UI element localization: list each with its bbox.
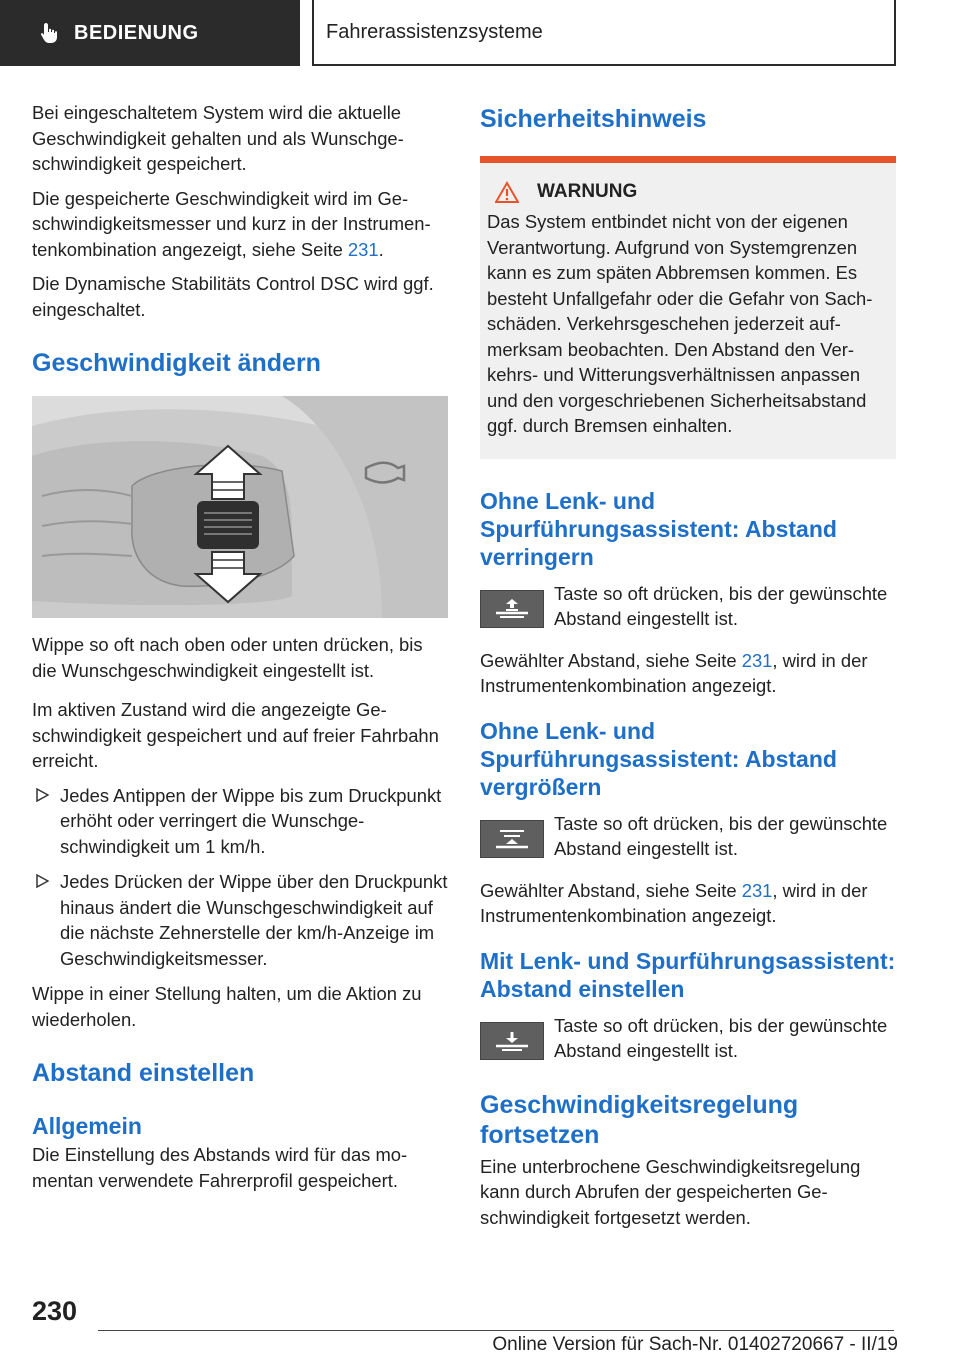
section-heading: Abstand einstellen [32,1059,255,1087]
page-link[interactable]: 231 [347,238,379,260]
section-heading: Sicherheitshinweis [480,105,707,133]
distance-increase-button-icon [480,820,544,858]
distance-decrease-button-icon [480,590,544,628]
instruction-text: Taste so oft drücken, bis der gewünschte Abstand eingestellt ist. [554,1014,888,1061]
instruction-text: Taste so oft drücken, bis der gewünschte Abstand eingestellt ist. [554,582,888,629]
distance-set-button-icon [480,1022,544,1060]
list-item: Jedes Antippen der Wippe bis zum Druckpunkt erhöht oder verringert die Wunschgeschwindigkeit um 1 km/h. [32,783,448,860]
paragraph: Wippe in einer Stellung halten, um die Aktion zu wiederholen. [32,983,422,1030]
page-number: 230 [32,1296,78,1326]
subsection-heading: Ohne Lenk- und Spurführungsassistent: Abstand verringern [480,487,837,570]
left-column [32,100,448,1202]
paragraph-with-link: Die gespeicherte Geschwindigkeit wird im Geschwindigkeitsmesser und kurz in der Instrumentenkombination angezeigt, siehe Seite 231. [32,187,431,260]
hand-pointer-icon [38,21,62,45]
subsection-heading: Ohne Lenk- und Spurführungsassistent: Abstand vergrößern [480,717,837,800]
paragraph: Eine unterbrochene Geschwindigkeitsregelung kann durch Abrufen der gespeicherten Geschwindigkeit fortgesetzt werden. [480,1155,861,1228]
triangle-bullet-icon [36,874,49,888]
paragraph: Im aktiven Zustand wird die angezeigte Geschwindigkeit gespeichert und auf freier Fahrbahn erreicht. [32,699,439,771]
warning-box [480,156,896,459]
page-header [0,0,960,66]
button-instruction [480,811,896,862]
triangle-bullet-icon [36,788,49,802]
chapter-title: Fahrerassistenzsysteme [312,0,896,66]
footer-divider [98,1330,894,1331]
button-instruction [480,1013,896,1064]
paragraph: Bei eingeschaltetem System wird die aktuelle Geschwindigkeit gehalten und als Wunschgeschwindigkeit gespeichert. [32,102,404,174]
page-link[interactable]: 231 [741,879,773,901]
button-instruction [480,581,896,632]
section-tab-label: BEDIENUNG [74,21,199,44]
steering-wheel-rocker-switch-illustration [32,396,448,618]
right-column [480,100,896,1239]
paragraph-with-link: Gewählter Abstand, siehe Seite 231, wird in der Instrumentenkombination angezeigt. [480,649,868,696]
paragraph: Die Einstellung des Abstands wird für das momentan verwendete Fahrerprofil gespeichert. [32,1144,408,1191]
section-heading: Geschwindigkeitsregelung fortsetzen [480,1090,799,1149]
paragraph: Die Dynamische Stabilitäts Control DSC wird ggf. eingeschaltet. [32,273,434,320]
bullet-list [32,783,448,972]
paragraph-with-link: Gewählter Abstand, siehe Seite 231, wird in der Instrumentenkombination angezeigt. [480,879,868,926]
warning-heading: WARNUNG [495,181,888,203]
section-tab [0,0,300,66]
page-link[interactable]: 231 [741,649,773,671]
footer-version: Online Version für Sach-Nr. 01402720667 - II/19 [492,1334,898,1355]
instruction-text: Taste so oft drücken, bis der gewünschte Abstand eingestellt ist. [554,812,888,859]
subsection-heading: Allgemein [32,1113,142,1139]
subsection-heading: Mit Lenk- und Spurführungsassistent: Abstand einstellen [480,947,896,1002]
paragraph: Wippe so oft nach oben oder unten drücken, bis die Wunschgeschwindigkeit eingestellt ist. [32,634,423,681]
warning-triangle-icon [495,181,519,203]
list-item: Jedes Drücken der Wippe über den Druckpunkt hinaus ändert die Wunschgeschwindigkeit auf die nächste Zehnerstelle der km/h-Anzeige im Geschwindigkeitsmesser. [32,869,448,971]
section-heading: Geschwindigkeit ändern [32,349,321,377]
warning-text: Das System entbindet nicht von der eigenen Verantwortung. Aufgrund von Systemgrenzen kann es zum späten Abbremsen kommen. Es besteht Unfallgefahr oder die Gefahr von Sachschäden. Verkehrsgeschehen jederzeit aufmerksam beobachten. Den Abstand den Verkehrs- und Witterungsverhältnissen anpassen und den vorgeschriebenen Sicherheitsabstand ggf. durch Bremsen einhalten. [487,211,873,436]
